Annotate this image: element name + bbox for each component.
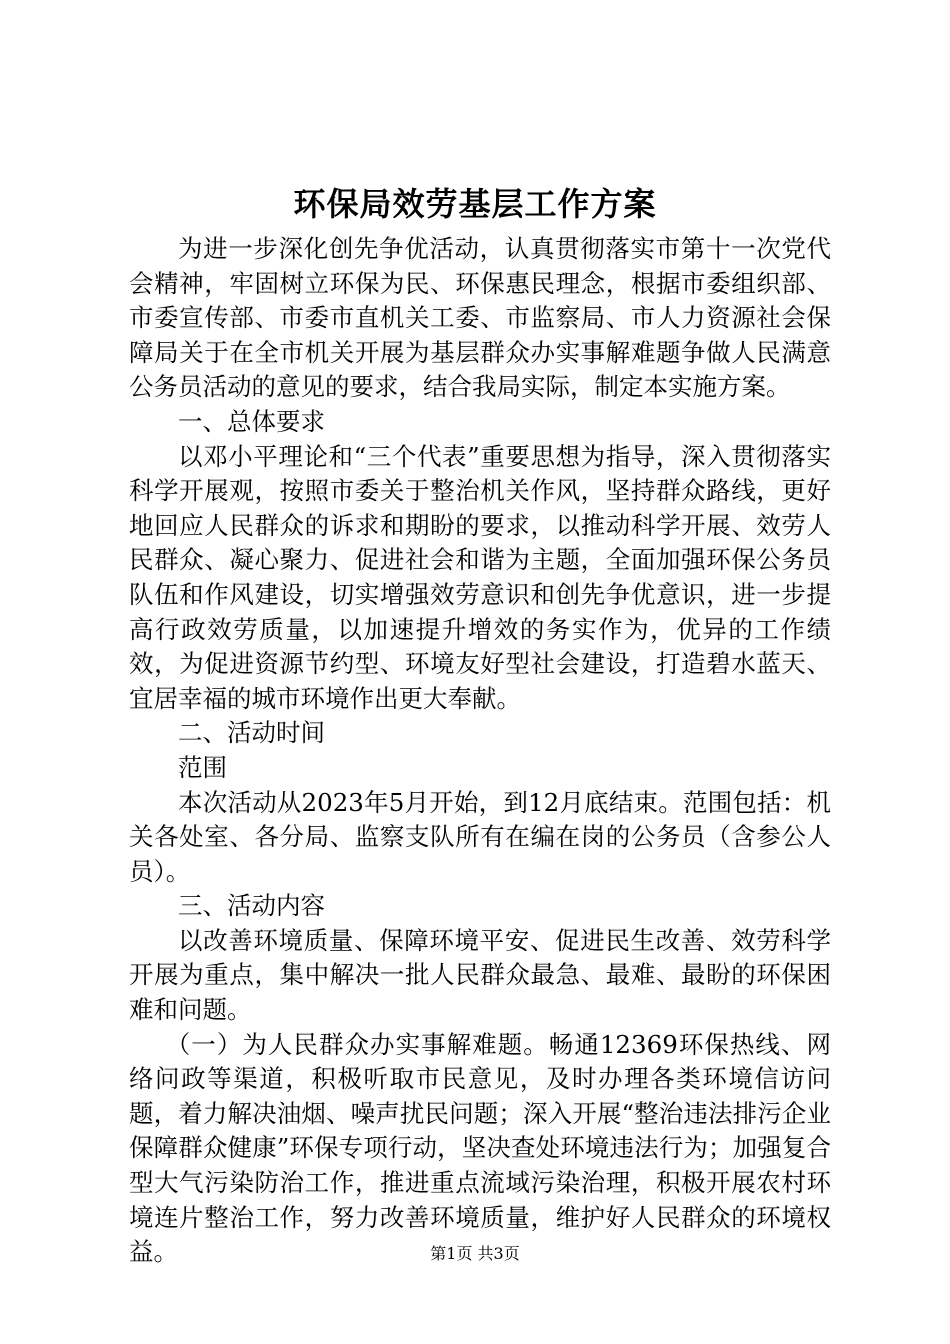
subsection-practical-work-paragraph: （一）为人民群众办实事解难题。畅通12369环保热线、网络问政等渠道，积极听取市民意见，及时办理各类环境信访问题，着力解决油烟、噪声扰民问题；深入开展“整治违法排污企业保障群众健康”环保专项行动，坚决查处环境违法行为；加强复合型大气污染防治工作，推进重点流域污染治理，积极开展农村环境连片整治工作，努力改善环境质量，维护好人民群众的环境权益。 (129, 1029, 831, 1267)
activity-content-paragraph: 以改善环境质量、保障环境平安、促进民生改善、效劳科学开展为重点，集中解决一批人民群众最急、最难、最盼的环保困难和问题。 (129, 925, 831, 1025)
section-heading-scope: 范围 (178, 752, 227, 782)
section-heading-general-requirements: 一、总体要求 (178, 406, 325, 436)
document-title: 环保局效劳基层工作方案 (293, 185, 657, 223)
section-heading-activity-time: 二、活动时间 (178, 718, 325, 748)
time-scope-paragraph: 本次活动从2023年5月开始，到12月底结束。范围包括：机关各处室、各分局、监察支队所有在编在岗的公务员（含参公人员）。 (129, 787, 831, 886)
general-requirements-paragraph: 以邓小平理论和“三个代表”重要思想为指导，深入贯彻落实科学开展观，按照市委关于整治机关作风，坚持群众路线，更好地回应人民群众的诉求和期盼的要求，以推动科学开展、效劳人民群众、凝心聚力、促进社会和谐为主题，全面加强环保公务员队伍和作风建设，切实增强效劳意识和创先争优意识，进一步提高行政效劳质量，以加速提升增效的务实作为，优异的工作绩效，为促进资源节约型、环境友好型社会建设，打造碧水蓝天、宜居幸福的城市环境作出更大奉献。 (129, 441, 831, 713)
document-body (129, 232, 831, 1270)
intro-paragraph: 为进一步深化创先争优活动，认真贯彻落实市第十一次党代会精神，牢固树立环保为民、环保惠民理念，根据市委组织部、市委宣传部、市委市直机关工委、市监察局、市人力资源社会保障局关于在全市机关开展为基层群众办实事解难题争做人民满意公务员活动的意见的要求，结合我局实际，制定本实施方案。 (129, 234, 831, 402)
page-number-footer: 第1页 共3页 (430, 1244, 520, 1263)
section-heading-activity-content: 三、活动内容 (178, 891, 325, 921)
